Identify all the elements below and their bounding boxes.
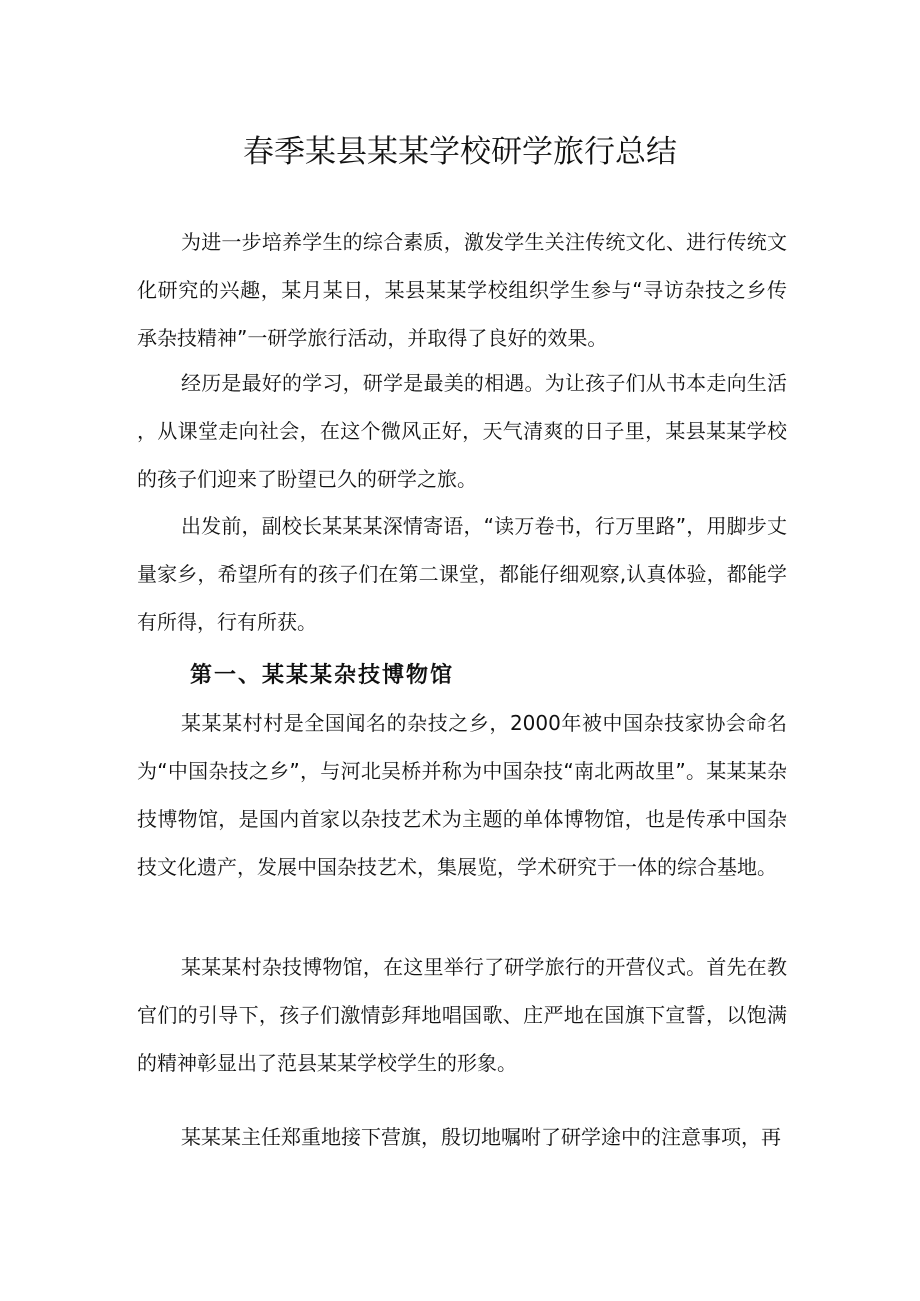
departure-paragraph: 出发前，副校长某某某深情寄语，“读万卷书，行万里路”，用脚步丈量家乡，希望所有的孩子们在第二课堂，都能仔细观察,认真体验，都能学有所得，行有所获。 (137, 514, 787, 634)
ceremony-paragraph: 某某某村杂技博物馆，在这里举行了研学旅行的开营仪式。首先在教官们的引导下，孩子们激情彭拜地唱国歌、庄严地在国旗下宣誓，以饱满的精神彰显出了范县某某学校学生的形象。 (137, 955, 787, 1075)
museum-paragraph: 某某某村村是全国闻名的杂技之乡，2000年被中国杂技家协会命名为“中国杂技之乡”，与河北吴桥并称为中国杂技“南北两故里”。某某某杂技博物馆，是国内首家以杂技艺术为主题的单体博物馆，也是传承中国杂技文化遗产，发展中国杂技艺术，集展览，学术研究于一体的综合基地。 (137, 711, 787, 879)
flag-paragraph: 某某某主任郑重地接下营旗，殷切地嘱咐了研学途中的注意事项，再 (181, 1125, 781, 1149)
intro-paragraph: 为进一步培养学生的综合素质，激发学生关注传统文化、进行传统文化研究的兴趣，某月某日，某县某某学校组织学生参与“寻访杂技之乡传承杂技精神”一研学旅行活动，并取得了良好的效果。 (137, 230, 787, 350)
document-title: 春季某县某某学校研学旅行总结 (243, 134, 677, 170)
experience-paragraph: 经历是最好的学习，研学是最美的相遇。为让孩子们从书本走向生活，从课堂走向社会，在这个微风正好，天气清爽的日子里，某县某某学校的孩子们迎来了盼望已久的研学之旅。 (137, 371, 787, 491)
section-heading: 第一、某某某杂技博物馆 (190, 663, 455, 688)
